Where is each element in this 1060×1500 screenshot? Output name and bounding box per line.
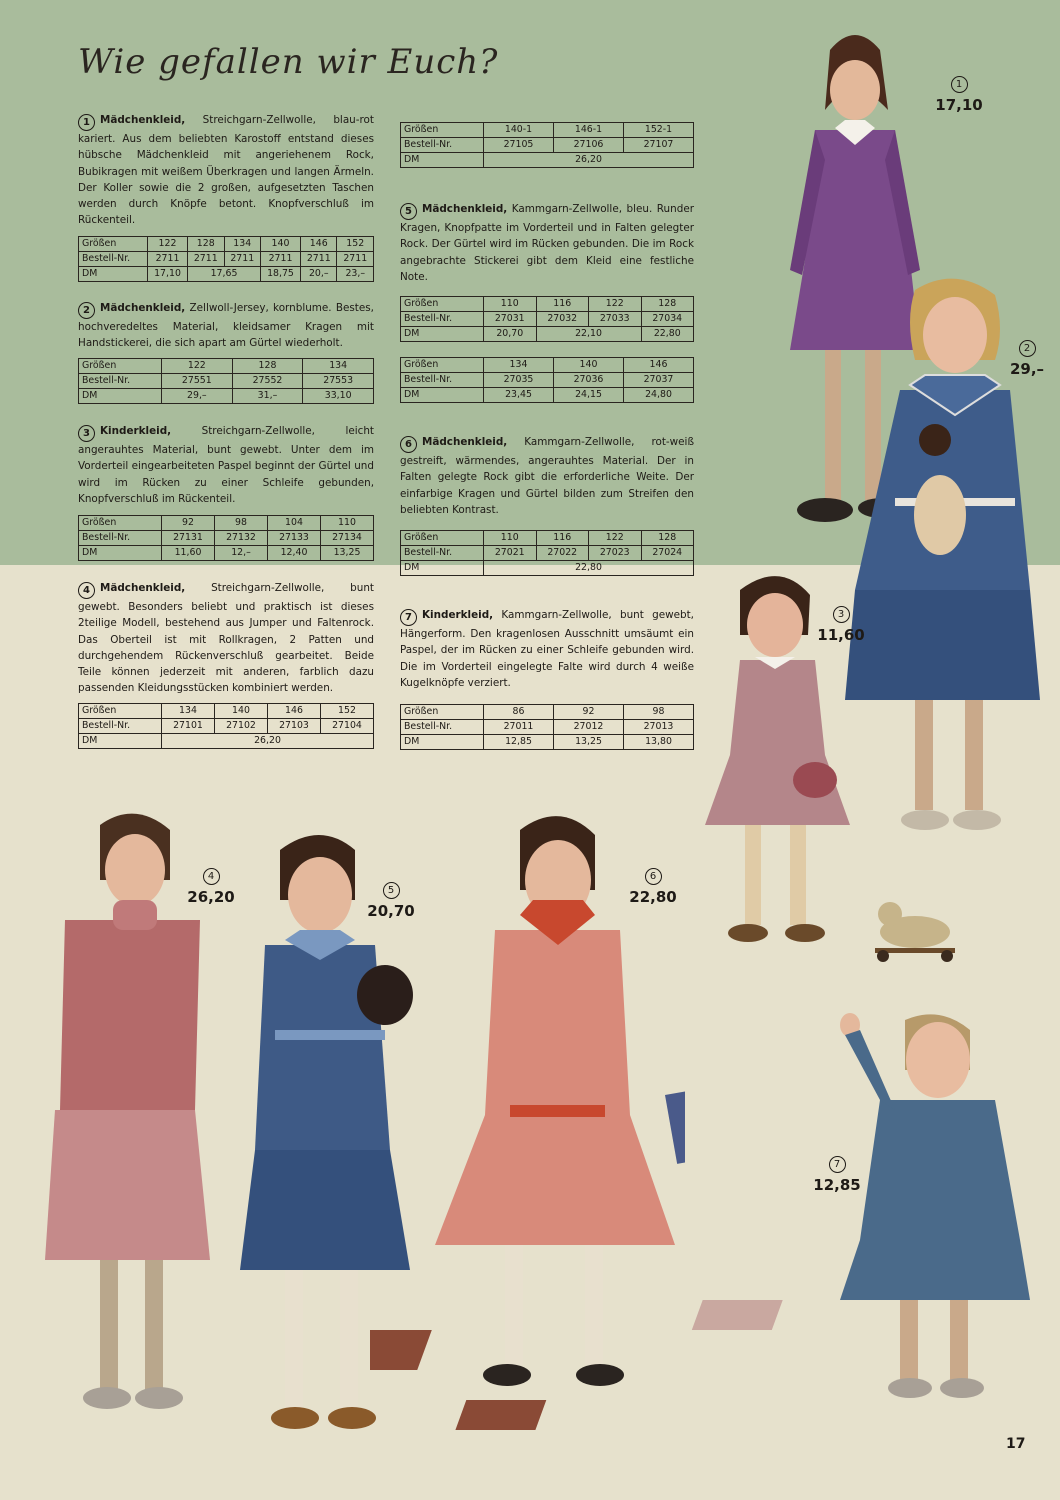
table-row (401, 358, 694, 373)
table-cell: 86 (484, 705, 554, 720)
size-table-product-5-b (400, 357, 694, 403)
product-text: Zellwoll-Jersey, kornblume. Bestes, hochveredeltes Material, kleidsamer Kragen mit Handstickerei, die sich apart am Gürtel wiederholt. (78, 302, 374, 350)
table-row (401, 138, 694, 153)
table-cell: 128 (641, 531, 694, 546)
table-cell: Größen (79, 516, 162, 531)
table-cell: 13,80 (624, 735, 694, 750)
table-cell: 22,80 (641, 327, 694, 342)
table-cell: 152-1 (624, 123, 694, 138)
product-number-badge: 1 (78, 114, 95, 131)
price-value: 12,85 (813, 1176, 861, 1194)
table-cell: 27012 (554, 720, 624, 735)
product-name: Kinderkleid, (422, 609, 494, 621)
table-cell: Größen (401, 705, 484, 720)
table-cell: 140 (554, 358, 624, 373)
table-cell: Bestell-Nr. (79, 531, 162, 546)
table-cell: 20,– (301, 267, 337, 282)
table-cell: 27036 (554, 373, 624, 388)
product-number-badge: 3 (78, 425, 95, 442)
toy-cat-on-wheels-illustration (865, 892, 965, 967)
price-label-6 (625, 868, 681, 906)
table-row (401, 388, 694, 403)
child-figure-7-illustration (820, 1010, 1040, 1430)
price-value: 22,80 (629, 888, 677, 906)
table-row (79, 734, 374, 749)
table-cell: 2711 (260, 252, 300, 267)
product-number-badge: 4 (78, 582, 95, 599)
table-cell: 110 (321, 516, 374, 531)
table-cell: 128 (188, 237, 224, 252)
product-1-description (78, 112, 374, 229)
table-cell: 134 (484, 358, 554, 373)
table-cell: 27103 (268, 719, 321, 734)
table-row (401, 561, 694, 576)
product-text: Streichgarn-Zellwolle, leicht angerauhtes Material, bunt gewebt. Unter dem im Vorderteil eingearbeiteten Paspel beginnt der Gürtel und wird im Rücken zu einer Schleife gebunden, Knopfverschluß im Rückenteil. (78, 425, 374, 505)
table-cell: 110 (484, 297, 537, 312)
product-2-description (78, 300, 374, 352)
table-row (401, 705, 694, 720)
size-table-product-7 (400, 704, 694, 750)
table-cell: 146 (624, 358, 694, 373)
product-name: Kinderkleid, (100, 425, 172, 437)
table-cell: 27131 (162, 531, 215, 546)
table-cell: 29,– (162, 389, 233, 404)
table-cell: 146-1 (554, 123, 624, 138)
table-cell: Größen (401, 297, 484, 312)
price-number-badge: 5 (383, 882, 400, 899)
table-cell: 140 (215, 704, 268, 719)
table-cell: DM (401, 388, 484, 403)
table-row (79, 252, 374, 267)
table-cell: 20,70 (484, 327, 537, 342)
table-row (79, 237, 374, 252)
table-row (401, 297, 694, 312)
table-cell: 26,20 (484, 153, 694, 168)
price-label-2 (1002, 340, 1052, 378)
product-name: Mädchenkleid, (422, 203, 508, 215)
table-cell: 12,– (215, 546, 268, 561)
table-cell: DM (401, 561, 484, 576)
price-number-badge: 3 (833, 606, 850, 623)
table-row (79, 531, 374, 546)
size-table-product-1 (78, 236, 374, 282)
table-cell: Größen (401, 358, 484, 373)
table-cell: 22,10 (536, 327, 641, 342)
table-cell: 27134 (321, 531, 374, 546)
product-4-description (78, 580, 374, 697)
table-row (401, 720, 694, 735)
table-cell: 27024 (641, 546, 694, 561)
table-cell: 27023 (589, 546, 642, 561)
table-cell: Bestell-Nr. (401, 373, 484, 388)
table-cell: 2711 (337, 252, 374, 267)
page-title: Wie gefallen wir Euch? (78, 42, 499, 82)
product-number-badge: 5 (400, 203, 417, 220)
price-label-3 (816, 606, 866, 644)
table-row (401, 312, 694, 327)
table-row (79, 546, 374, 561)
table-cell: 110 (484, 531, 537, 546)
table-cell: 146 (301, 237, 337, 252)
table-cell: 13,25 (321, 546, 374, 561)
product-text: Kammgarn-Zellwolle, bunt gewebt, Hängerform. Den kragenlosen Ausschnitt umsäumt ein Paspel, der im Rücken zu einer Schleife gebunden wird. Die im Vorderteil eingelegte Falte wird durch 4 weiße Kugelknöpfe verziert. (400, 609, 694, 689)
table-row (79, 719, 374, 734)
table-cell: 140-1 (484, 123, 554, 138)
table-cell: DM (401, 327, 484, 342)
page-number: 17 (1006, 1436, 1026, 1452)
table-row (79, 516, 374, 531)
product-5-description (400, 201, 694, 285)
table-cell: 27011 (484, 720, 554, 735)
table-cell: 140 (260, 237, 300, 252)
table-cell: 134 (224, 237, 260, 252)
table-cell: 27033 (589, 312, 642, 327)
product-name: Mädchenkleid, (100, 114, 186, 126)
table-cell: 27133 (268, 531, 321, 546)
size-table-product-1-large (400, 122, 694, 168)
table-cell: 122 (589, 297, 642, 312)
table-cell: 116 (536, 297, 589, 312)
table-row (79, 359, 374, 374)
table-cell: DM (401, 735, 484, 750)
table-cell: 152 (337, 237, 374, 252)
table-row (401, 153, 694, 168)
table-cell: 24,15 (554, 388, 624, 403)
table-cell: 2711 (301, 252, 337, 267)
table-cell: 98 (624, 705, 694, 720)
product-number-badge: 6 (400, 436, 417, 453)
table-row (79, 374, 374, 389)
table-cell: 2711 (148, 252, 188, 267)
table-row (401, 373, 694, 388)
price-value: 29,– (1009, 360, 1045, 378)
product-7-description (400, 607, 694, 691)
product-text: Kammgarn-Zellwolle, rot-weiß gestreift, wärmendes, angerauhtes Material. Der in Falten gelegte Rock gibt die erforderliche Weite. Der einfarbige Kragen und Gürtel bilden zum Streifen den beliebten Kontrast. (400, 436, 694, 516)
table-cell: Bestell-Nr. (401, 546, 484, 561)
table-cell: 27551 (162, 374, 233, 389)
table-cell: 98 (215, 516, 268, 531)
price-label-5 (366, 882, 416, 920)
table-cell: 23,– (337, 267, 374, 282)
table-cell: Bestell-Nr. (79, 719, 162, 734)
table-cell: 27031 (484, 312, 537, 327)
table-cell: DM (79, 267, 148, 282)
table-cell: Bestell-Nr. (401, 138, 484, 153)
table-cell: 122 (162, 359, 233, 374)
table-cell: 27032 (536, 312, 589, 327)
table-cell: 13,25 (554, 735, 624, 750)
books-on-floor-illustration (370, 1280, 790, 1450)
table-cell: 31,– (232, 389, 303, 404)
table-cell: 27107 (624, 138, 694, 153)
table-cell: 17,65 (188, 267, 261, 282)
price-number-badge: 2 (1019, 340, 1036, 357)
table-cell: 128 (232, 359, 303, 374)
table-cell: 27037 (624, 373, 694, 388)
table-cell: 23,45 (484, 388, 554, 403)
table-cell: 27106 (554, 138, 624, 153)
table-cell: 27022 (536, 546, 589, 561)
table-cell: 11,60 (162, 546, 215, 561)
table-cell: 2711 (224, 252, 260, 267)
table-cell: DM (401, 153, 484, 168)
table-cell: DM (79, 546, 162, 561)
product-number-badge: 7 (400, 609, 417, 626)
table-cell: 122 (589, 531, 642, 546)
product-text: Streichgarn-Zellwolle, bunt gewebt. Besonders beliebt und praktisch ist dieses 2teilige Modell, bestehend aus Jumper und Faltenrock. Das Oberteil ist mit Rollkragen, 2 Patten und durchgehendem Rückenverschluß gearbeitet. Beide Teile können jederzeit mit anderen, farblich dazu passenden Kleidungsstücken kombiniert werden. (78, 582, 374, 695)
table-cell: 18,75 (260, 267, 300, 282)
table-cell: 128 (641, 297, 694, 312)
product-text: Streichgarn-Zellwolle, blau-rot kariert. Aus dem beliebten Karostoff entstand dieses hübsche Mädchenkleid mit angeriehenem Rock, Bubikragen mit weißem Überkragen und langen Ärmeln. Der Koller sowie die 2 großen, aufgesetzten Taschen werden durch Knöpfe betont. Knopfverschluß im Rückenteil. (78, 114, 374, 227)
price-label-1 (934, 76, 984, 114)
table-cell: 33,10 (303, 389, 374, 404)
table-cell: 152 (321, 704, 374, 719)
table-cell: 27035 (484, 373, 554, 388)
table-cell: 92 (554, 705, 624, 720)
product-name: Mädchenkleid, (422, 436, 508, 448)
table-row (401, 327, 694, 342)
table-cell: 27102 (215, 719, 268, 734)
table-cell: 27021 (484, 546, 537, 561)
table-cell: Bestell-Nr. (401, 312, 484, 327)
table-cell: 27132 (215, 531, 268, 546)
table-cell: 134 (162, 704, 215, 719)
table-cell: 27101 (162, 719, 215, 734)
table-cell: 27034 (641, 312, 694, 327)
table-row (401, 531, 694, 546)
table-cell: 27552 (232, 374, 303, 389)
table-cell: Bestell-Nr. (401, 720, 484, 735)
table-cell: 24,80 (624, 388, 694, 403)
price-value: 20,70 (367, 902, 415, 920)
size-table-product-4 (78, 703, 374, 749)
table-cell: Bestell-Nr. (79, 374, 162, 389)
product-name: Mädchenkleid, (100, 302, 186, 314)
table-cell: 22,80 (484, 561, 694, 576)
table-cell: 12,85 (484, 735, 554, 750)
price-number-badge: 4 (203, 868, 220, 885)
table-row (401, 546, 694, 561)
product-name: Mädchenkleid, (100, 582, 186, 594)
table-cell: Größen (79, 237, 148, 252)
table-cell: DM (79, 734, 162, 749)
table-cell: DM (79, 389, 162, 404)
table-cell: 26,20 (162, 734, 374, 749)
table-cell: 104 (268, 516, 321, 531)
price-label-7 (810, 1156, 864, 1194)
product-3-description (78, 423, 374, 507)
size-table-product-5-a (400, 296, 694, 342)
price-value: 11,60 (817, 626, 865, 644)
table-cell: Größen (79, 704, 162, 719)
price-value: 26,20 (187, 888, 235, 906)
product-text: Kammgarn-Zellwolle, bleu. Runder Kragen, Knopfpatte im Vorderteil und in Falten gelegter Rock. Der Gürtel wird im Rücken gebunden. Die im Rock angebrachte Stickerei gibt dem Kleid eine festliche Note. (400, 203, 694, 283)
table-row (401, 735, 694, 750)
table-cell: 92 (162, 516, 215, 531)
table-cell: 2711 (188, 252, 224, 267)
table-row (79, 704, 374, 719)
table-row (79, 389, 374, 404)
price-number-badge: 6 (645, 868, 662, 885)
table-row (79, 267, 374, 282)
table-cell: Größen (79, 359, 162, 374)
table-cell: 134 (303, 359, 374, 374)
table-cell: 122 (148, 237, 188, 252)
table-cell: 146 (268, 704, 321, 719)
size-table-product-3 (78, 515, 374, 561)
price-value: 17,10 (935, 96, 983, 114)
size-table-product-2 (78, 358, 374, 404)
price-number-badge: 7 (829, 1156, 846, 1173)
product-number-badge: 2 (78, 302, 95, 319)
table-cell: Bestell-Nr. (79, 252, 148, 267)
table-cell: Größen (401, 123, 484, 138)
table-cell: 27104 (321, 719, 374, 734)
table-cell: 27013 (624, 720, 694, 735)
table-cell: 17,10 (148, 267, 188, 282)
table-row (401, 123, 694, 138)
table-cell: 116 (536, 531, 589, 546)
table-cell: Größen (401, 531, 484, 546)
price-number-badge: 1 (951, 76, 968, 93)
table-cell: 12,40 (268, 546, 321, 561)
table-cell: 27553 (303, 374, 374, 389)
product-6-description (400, 434, 694, 518)
size-table-product-6 (400, 530, 694, 576)
table-cell: 27105 (484, 138, 554, 153)
